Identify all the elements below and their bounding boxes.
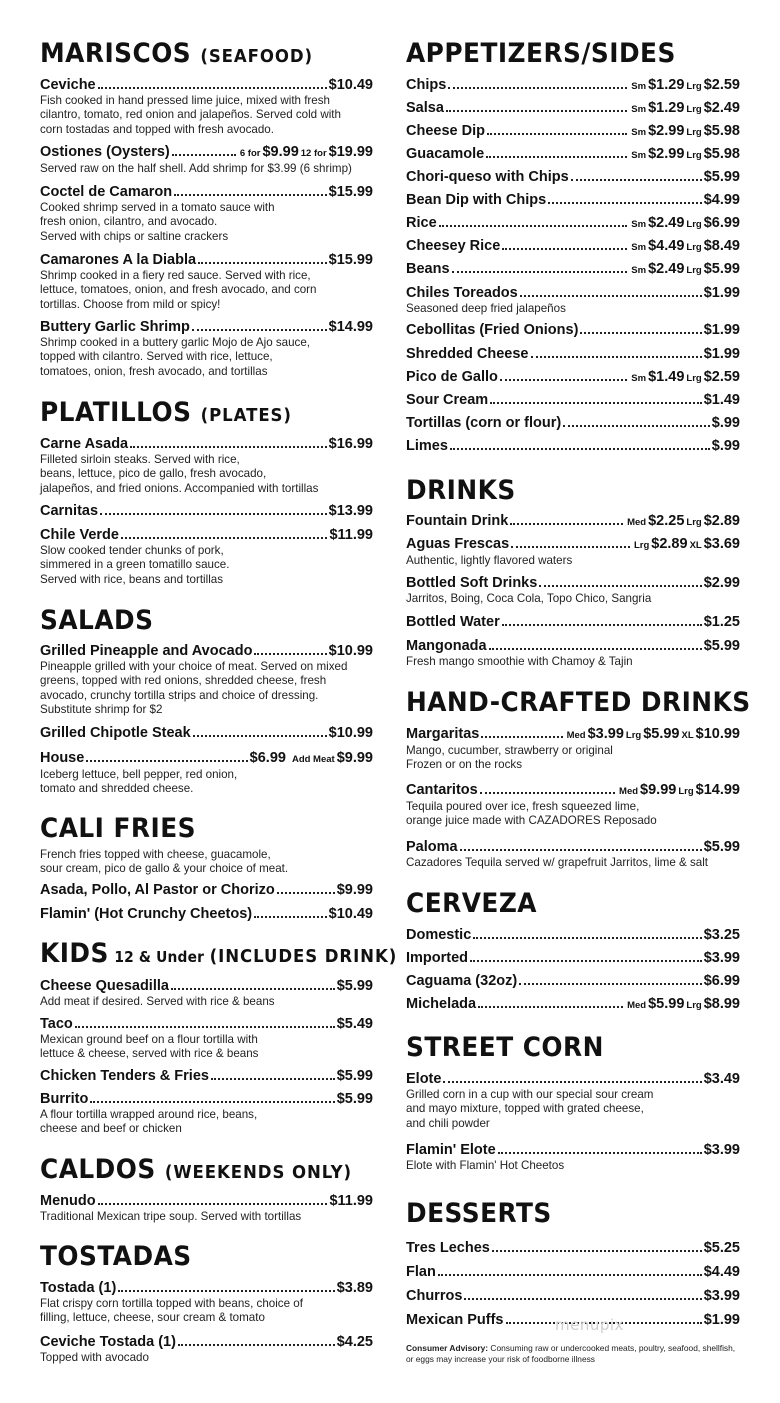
section-heading: STREET CORN (406, 1032, 604, 1063)
menu-item: Bottled Soft Drinks $2.99 Jarritos, Boing, Coca Cola, Topo Chico, Sangria (406, 575, 740, 605)
menu-item: Ceviche $10.49 Fish cooked in hand pressed lime juice, mixed with fresh cilantro, tomato, red onion and jalapeños. Served cold with corn tostadas and topped with fresh avocado. (40, 77, 373, 136)
menu-item: Chori-queso with Chips $5.99 (406, 169, 740, 185)
menu-item: Flamin' Elote $3.99 Elote with Flamin' Hot Cheetos (406, 1142, 740, 1172)
menu-item: Margaritas Med $3.99 Lrg $5.99 XL $10.99 Mango, cucumber, strawberry or original Frozen or on the rocks (406, 726, 740, 772)
menu-item: Carnitas $13.99 (40, 503, 373, 519)
section-heading: DRINKS (406, 475, 516, 506)
section-mariscos (40, 38, 373, 378)
menu-item: Beans Sm $2.49 Lrg $5.99 (406, 261, 740, 277)
menu-item: Paloma $5.99 Cazadores Tequila served w/ grapefruit Jarritos, lime & salt (406, 839, 740, 869)
menu-item: Chiles Toreados $1.99 Seasoned deep fried jalapeños (406, 285, 740, 315)
menu-item: Limes $.99 (406, 438, 740, 454)
menu-item: Bottled Water $1.25 (406, 614, 740, 630)
menu-item: Ostiones (Oysters) 6 for $9.99 12 for $19.99 Served raw on the half shell. Add shrimp for $3.99 (6 shrimp) (40, 144, 373, 175)
section-heading: MARISCOS (SEAFOOD) (40, 38, 314, 69)
section-street-corn (406, 1032, 740, 1172)
section-heading: TOSTADAS (40, 1241, 192, 1272)
menu-item: Domestic $3.25 (406, 927, 740, 943)
menu-item: Taco $5.49 Mexican ground beef on a flour tortilla with lettuce & cheese, served with rice & beans (40, 1016, 373, 1061)
section-tostadas (40, 1241, 373, 1364)
menu-item: Pico de Gallo Sm $1.49 Lrg $2.59 (406, 369, 740, 385)
menu-item: Cheese Dip Sm $2.99 Lrg $5.98 (406, 123, 740, 139)
menu-item: Cebollitas (Fried Onions) $1.99 (406, 322, 740, 338)
section-heading: KIDS 12 & Under (INCLUDES DRINK) (40, 938, 398, 969)
menu-item: Coctel de Camaron $15.99 Cooked shrimp served in a tomato sauce with fresh onion, cilantro, and avocado. Served with chips or saltine crackers (40, 184, 373, 243)
menu-item: Tres Leches $5.25 (406, 1240, 740, 1256)
menu-item: Sour Cream $1.49 (406, 392, 740, 408)
menu-item: Chips Sm $1.29 Lrg $2.59 (406, 77, 740, 93)
section-kids (40, 938, 398, 1136)
section-cali-fries (40, 813, 373, 922)
section-handcrafted-drinks (406, 687, 751, 869)
menu-item: Chicken Tenders & Fries $5.99 (40, 1068, 373, 1084)
menu-item: Cantaritos Med $9.99 Lrg $14.99 Tequila poured over ice, fresh squeezed lime, orange juice made with CAZADORES Reposado (406, 782, 740, 828)
section-heading: HAND-CRAFTED DRINKS (406, 687, 751, 718)
section-heading: CALI FRIES (40, 813, 196, 844)
menu-item: Imported $3.99 (406, 950, 740, 966)
menu-item: Shredded Cheese $1.99 (406, 346, 740, 362)
menu-item: Fountain Drink Med $2.25 Lrg $2.89 (406, 513, 740, 529)
section-heading: PLATILLOS (PLATES) (40, 397, 292, 428)
menu-item: Grilled Pineapple and Avocado $10.99 Pineapple grilled with your choice of meat. Served on mixed greens, topped with red onions, shredded cheese, fresh avocado, crunchy tortilla strips and choice of dressing. Substitute shrimp for $2 (40, 643, 373, 716)
menu-item: Menudo $11.99 Traditional Mexican tripe soup. Served with tortillas (40, 1193, 373, 1223)
menu-item: Asada, Pollo, Al Pastor or Chorizo $9.99 (40, 882, 373, 898)
menu-item: Tortillas (corn or flour) $.99 (406, 415, 740, 431)
menu-item: Buttery Garlic Shrimp $14.99 Shrimp cooked in a buttery garlic Mojo de Ajo sauce, topped with cilantro. Served with rice, lettuce, tomatoes, onion, fresh avocado, and tortillas (40, 319, 373, 378)
menu-item: House $6.99 Add Meat $9.99 Iceberg lettuce, bell pepper, red onion, tomato and shredded cheese. (40, 750, 373, 796)
menu-item: Caguama (32oz) $6.99 (406, 973, 740, 989)
menu-item: Tostada (1) $3.89 Flat crispy corn tortilla topped with beans, choice of filling, lettuce, cheese, sour cream & tomato (40, 1280, 373, 1325)
section-heading: DESSERTS (406, 1198, 552, 1229)
menu-item: Michelada Med $5.99 Lrg $8.99 (406, 996, 740, 1012)
menu-item: Guacamole Sm $2.99 Lrg $5.98 (406, 146, 740, 162)
menu-item: Camarones A la Diabla $15.99 Shrimp cooked in a fiery red sauce. Served with rice, lettuce, tomatoes, onion, and fresh avocado, and corn tortillas. Choose from mild or spicy! (40, 252, 373, 311)
menu-item: Chile Verde $11.99 Slow cooked tender chunks of pork, simmered in a green tomatillo sauce. Served with rice, beans and tortillas (40, 527, 373, 586)
menu-item: Flan $4.49 (406, 1264, 740, 1280)
menu-item: Cheese Quesadilla $5.99 Add meat if desired. Served with rice & beans (40, 978, 373, 1008)
menu-item: Cheesey Rice Sm $4.49 Lrg $8.49 (406, 238, 740, 254)
section-heading: CERVEZA (406, 888, 537, 919)
menu-item: Aguas Frescas Lrg $2.89 XL $3.69 Authentic, lightly flavored waters (406, 536, 740, 567)
section-drinks (406, 475, 740, 668)
menu-item: Salsa Sm $1.29 Lrg $2.49 (406, 100, 740, 116)
menu-item: Carne Asada $16.99 Filleted sirloin steaks. Served with rice, beans, lettuce, pico de gallo, fresh avocado, jalapeños, and fried onions. Accompanied with tortillas (40, 436, 373, 495)
watermark: menupix (555, 1316, 624, 1334)
menu-item: Ceviche Tostada (1) $4.25 Topped with avocado (40, 1334, 373, 1364)
section-platillos (40, 397, 373, 586)
menu-item: Bean Dip with Chips $4.99 (406, 192, 740, 208)
section-caldos (40, 1154, 373, 1223)
section-heading: APPETIZERS/SIDES (406, 38, 676, 69)
section-salads (40, 605, 373, 796)
menu-item: Elote $3.49 Grilled corn in a cup with our special sour cream and mayo mixture, topped with grated cheese, and chili powder (406, 1071, 740, 1130)
menu-item: Churros $3.99 (406, 1288, 740, 1304)
section-appetizers (406, 38, 740, 454)
menu-item: Mexican Puffs $1.99 (406, 1312, 740, 1328)
menu-item: Burrito $5.99 A flour tortilla wrapped around rice, beans, cheese and beef or chicken (40, 1091, 373, 1136)
consumer-advisory: Consumer Advisory: Consuming raw or undercooked meats, poultry, seafood, shellfish, or eggs may increase your risk of foodborne illness (406, 1343, 736, 1364)
menu-item: Flamin' (Hot Crunchy Cheetos) $10.49 (40, 906, 373, 922)
menu-item: Rice Sm $2.49 Lrg $6.99 (406, 215, 740, 231)
section-intro: French fries topped with cheese, guacamole, sour cream, pico de gallo & your choice of meat. (40, 848, 289, 876)
menu-item: Grilled Chipotle Steak $10.99 (40, 725, 373, 741)
section-heading: CALDOS (WEEKENDS ONLY) (40, 1154, 353, 1185)
section-cerveza (406, 888, 740, 1012)
section-heading: SALADS (40, 605, 154, 636)
menu-item: Mangonada $5.99 Fresh mango smoothie with Chamoy & Tajin (406, 638, 740, 668)
